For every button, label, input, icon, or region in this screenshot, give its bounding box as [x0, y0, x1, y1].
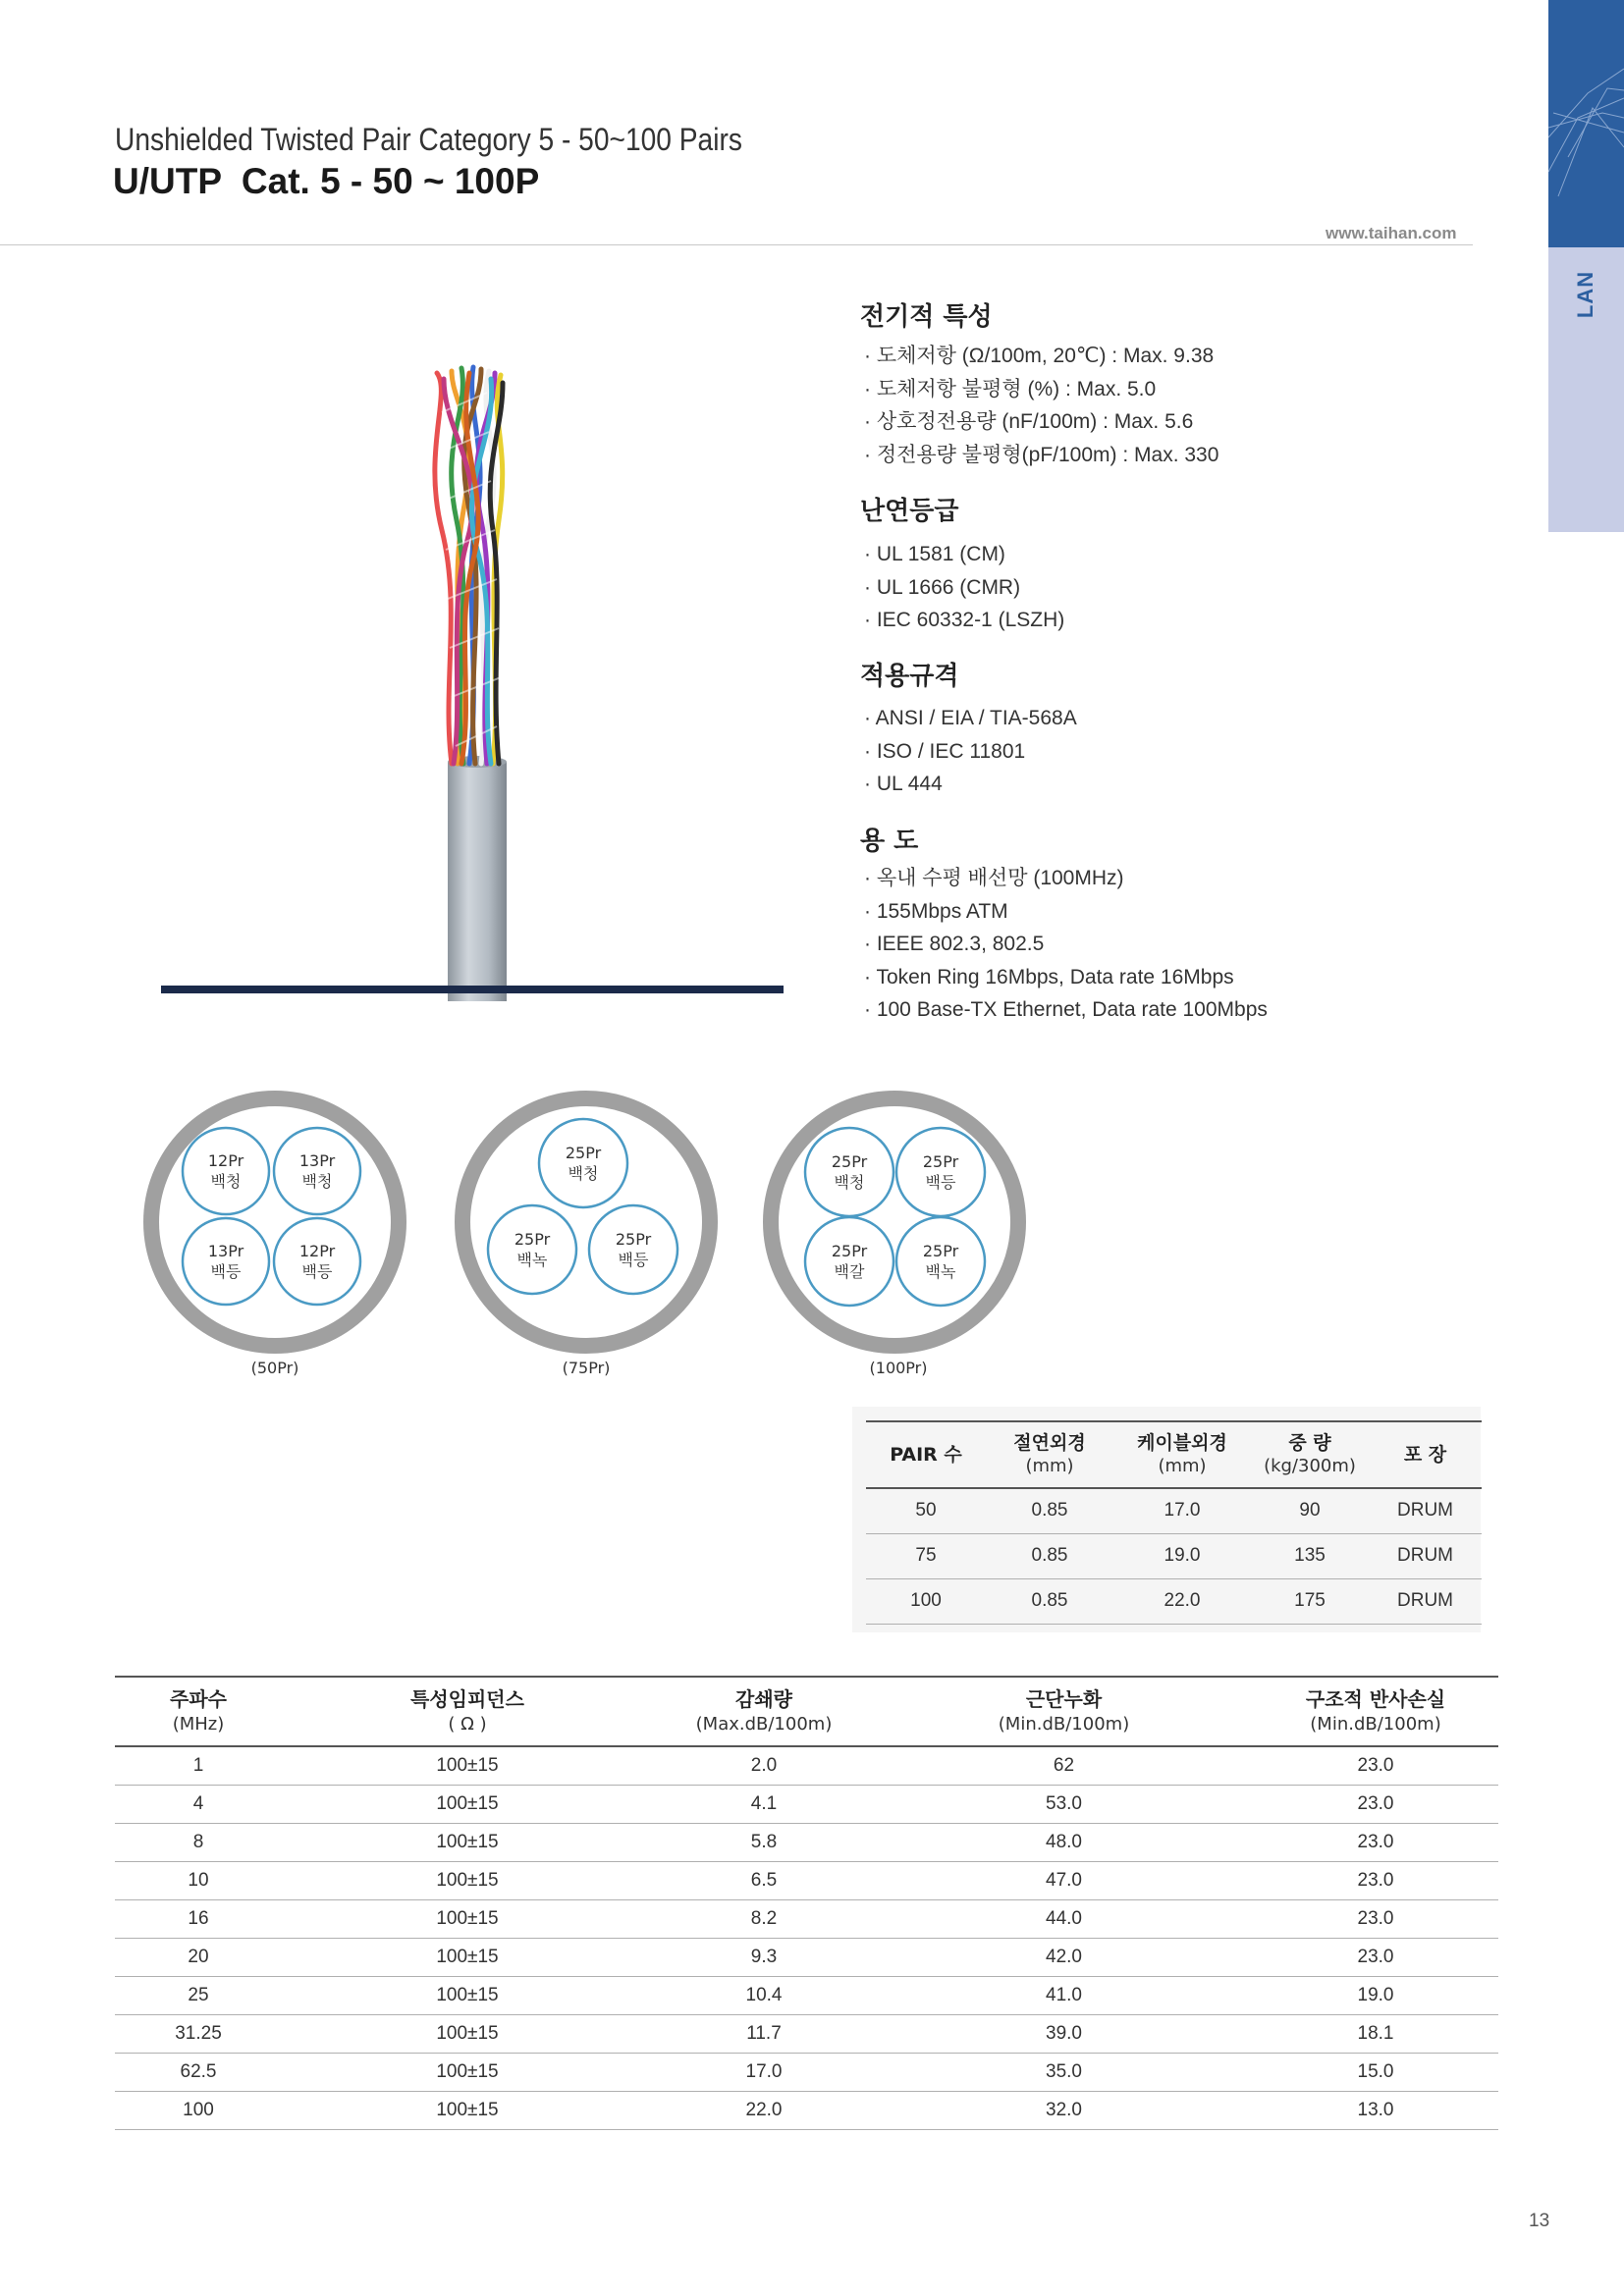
cell: 8	[115, 1823, 282, 1861]
cell: 10	[115, 1861, 282, 1899]
usage-item: · 155Mbps ATM	[864, 899, 1008, 923]
unit-label: 25Pr	[514, 1230, 551, 1249]
jacket-ring	[151, 1098, 399, 1346]
flame-item: · UL 1666 (CMR)	[864, 575, 1021, 599]
standards-item: · UL 444	[864, 773, 943, 795]
table-row	[115, 2053, 1498, 2091]
unit-label: 13Pr	[298, 1151, 336, 1170]
unit-color: 백등	[301, 1262, 333, 1281]
cell: 100±15	[282, 1938, 653, 1976]
cell: 135	[1251, 1533, 1369, 1578]
cell: 44.0	[875, 1899, 1253, 1938]
unit-circle	[183, 1218, 269, 1305]
cell: 100±15	[282, 1899, 653, 1938]
cell: 31.25	[115, 2014, 282, 2053]
table-row	[115, 1785, 1498, 1823]
cell: 90	[1251, 1488, 1369, 1533]
pair-spec-table	[866, 1420, 1482, 1625]
header-cable-od: 케이블외경 (mm)	[1113, 1421, 1251, 1488]
cell: 62.5	[115, 2053, 282, 2091]
table-header-row	[115, 1677, 1498, 1746]
unit-color: 백청	[301, 1172, 333, 1191]
table-row	[115, 2091, 1498, 2129]
unit-circle	[896, 1128, 985, 1216]
cell: 19.0	[1113, 1533, 1251, 1578]
cell: 9.3	[653, 1938, 875, 1976]
side-tab-label: LAN	[1573, 270, 1597, 319]
cell: 23.0	[1253, 1861, 1498, 1899]
unit-circle	[539, 1119, 627, 1207]
cross-section-caption: (50Pr)	[250, 1359, 299, 1377]
unit-circle	[589, 1205, 677, 1294]
unit-label: 25Pr	[922, 1152, 959, 1171]
header-weight: 중 량 (kg/300m)	[1251, 1421, 1369, 1488]
unit-label: 12Pr	[207, 1151, 244, 1170]
usage-item: · 100 Base-TX Ethernet, Data rate 100Mbps	[864, 998, 1268, 1021]
website-link[interactable]: www.taihan.com	[1326, 224, 1457, 242]
cross-section-caption: (100Pr)	[869, 1359, 928, 1377]
unit-label: 25Pr	[831, 1242, 868, 1260]
cell: 0.85	[986, 1578, 1113, 1624]
cable-image-baseline	[161, 986, 784, 993]
cable-illustration	[157, 353, 795, 1001]
cell: 22.0	[1113, 1578, 1251, 1624]
table-row	[866, 1578, 1482, 1624]
side-tab-graphic	[1548, 0, 1624, 247]
product-subtitle: Unshielded Twisted Pair Category 5 - 50~100 Pairs	[115, 122, 742, 157]
unit-label: 25Pr	[922, 1242, 959, 1260]
cell: 4	[115, 1785, 282, 1823]
cell: 100±15	[282, 2091, 653, 2129]
cell: 18.1	[1253, 2014, 1498, 2053]
cell: 16	[115, 1899, 282, 1938]
cell: 75	[866, 1533, 986, 1578]
cell: 0.85	[986, 1533, 1113, 1578]
cell: 23.0	[1253, 1746, 1498, 1785]
header-insulation-od: 절연외경 (mm)	[986, 1421, 1113, 1488]
electrical-item: · 도체저항 (Ω/100m, 20℃) : Max. 9.38	[864, 345, 1215, 367]
flame-item: · IEC 60332-1 (LSZH)	[864, 609, 1065, 631]
cell: 100±15	[282, 1861, 653, 1899]
table-row	[115, 1861, 1498, 1899]
unit-color: 백녹	[516, 1251, 548, 1269]
cross-section-75pr	[454, 1085, 719, 1379]
cell: 100±15	[282, 1976, 653, 2014]
standards-item: · ANSI / EIA / TIA-568A	[864, 707, 1077, 729]
cell: 25	[115, 1976, 282, 2014]
unit-color: 백청	[834, 1173, 865, 1192]
usage-list	[864, 862, 1268, 1027]
table-row	[866, 1533, 1482, 1578]
cell: 32.0	[875, 2091, 1253, 2129]
header-attenuation: 감쇄량 (Max.dB/100m)	[653, 1677, 875, 1746]
cell: 47.0	[875, 1861, 1253, 1899]
unit-circle	[805, 1128, 893, 1216]
cell: 100±15	[282, 1823, 653, 1861]
cell: 175	[1251, 1578, 1369, 1624]
cell: 100±15	[282, 2014, 653, 2053]
network-lines-graphic	[1548, 0, 1624, 247]
cell: 100	[866, 1578, 986, 1624]
header-frequency: 주파수 (MHz)	[115, 1677, 282, 1746]
header-packing: 포 장	[1369, 1421, 1482, 1488]
usage-item: · IEEE 802.3, 802.5	[864, 933, 1045, 955]
unit-label: 13Pr	[207, 1242, 244, 1260]
cell: 17.0	[1113, 1488, 1251, 1533]
cross-section-50pr	[142, 1085, 407, 1379]
table-row	[115, 1976, 1498, 2014]
cell: 48.0	[875, 1823, 1253, 1861]
cell: 1	[115, 1746, 282, 1785]
cell: 5.8	[653, 1823, 875, 1861]
table-row	[115, 1746, 1498, 1785]
unit-circle	[805, 1217, 893, 1306]
unit-circle	[274, 1218, 360, 1305]
cell: DRUM	[1369, 1578, 1482, 1624]
unit-label: 25Pr	[615, 1230, 652, 1249]
table-row	[115, 1938, 1498, 1976]
electrical-heading: 전기적 특성	[860, 302, 993, 332]
electrical-spec-table	[115, 1676, 1498, 2130]
header-return-loss: 구조적 반사손실 (Min.dB/100m)	[1253, 1677, 1498, 1746]
side-tab	[1548, 0, 1624, 532]
cell: 41.0	[875, 1976, 1253, 2014]
header-divider	[0, 244, 1473, 245]
cell: 17.0	[653, 2053, 875, 2091]
electrical-item: · 정전용량 불평형(pF/100m) : Max. 330	[864, 443, 1219, 466]
cell: DRUM	[1369, 1533, 1482, 1578]
usage-heading: 용 도	[860, 827, 919, 856]
page-number: 13	[1529, 2211, 1550, 2231]
header-next: 근단누화 (Min.dB/100m)	[875, 1677, 1253, 1746]
cell: 100±15	[282, 2053, 653, 2091]
standards-item: · ISO / IEC 11801	[864, 739, 1026, 763]
cell: DRUM	[1369, 1488, 1482, 1533]
cell: 0.85	[986, 1488, 1113, 1533]
standards-list	[864, 702, 1077, 801]
unit-color: 백녹	[925, 1262, 956, 1281]
unit-color: 백청	[568, 1164, 599, 1183]
unit-color: 백등	[925, 1173, 956, 1192]
flame-item: · UL 1581 (CM)	[864, 543, 1005, 565]
cell: 62	[875, 1746, 1253, 1785]
unit-circle	[896, 1217, 985, 1306]
flame-list	[864, 538, 1064, 637]
electrical-table-body	[115, 1746, 1498, 2129]
unit-label: 12Pr	[298, 1242, 336, 1260]
cell: 100±15	[282, 1746, 653, 1785]
table-row	[866, 1488, 1482, 1533]
cell: 15.0	[1253, 2053, 1498, 2091]
standards-heading: 적용규격	[860, 662, 959, 691]
unit-color: 백등	[210, 1262, 242, 1281]
unit-color: 백등	[618, 1251, 649, 1269]
cell: 4.1	[653, 1785, 875, 1823]
cable-image	[157, 353, 795, 1001]
table-row	[115, 1823, 1498, 1861]
cell: 50	[866, 1488, 986, 1533]
cross-section-100pr	[762, 1085, 1027, 1379]
cell: 100±15	[282, 1785, 653, 1823]
flame-heading: 난연등급	[860, 497, 959, 526]
cell: 42.0	[875, 1938, 1253, 1976]
jacket-ring	[771, 1098, 1018, 1346]
cell: 11.7	[653, 2014, 875, 2053]
cell: 20	[115, 1938, 282, 1976]
cell: 19.0	[1253, 1976, 1498, 2014]
cell: 6.5	[653, 1861, 875, 1899]
table-row	[115, 2014, 1498, 2053]
cell: 100	[115, 2091, 282, 2129]
cell: 23.0	[1253, 1899, 1498, 1938]
cell: 8.2	[653, 1899, 875, 1938]
table-header-row	[866, 1421, 1482, 1488]
cell: 39.0	[875, 2014, 1253, 2053]
unit-label: 25Pr	[565, 1144, 602, 1162]
cell: 13.0	[1253, 2091, 1498, 2129]
cell: 22.0	[653, 2091, 875, 2129]
cell: 2.0	[653, 1746, 875, 1785]
header-pairs: PAIR 수	[866, 1421, 986, 1488]
electrical-item: · 도체저항 불평형 (%) : Max. 5.0	[864, 377, 1157, 400]
cell: 53.0	[875, 1785, 1253, 1823]
cell: 23.0	[1253, 1785, 1498, 1823]
unit-color: 백청	[210, 1172, 242, 1191]
cross-section-caption: (75Pr)	[562, 1359, 611, 1377]
electrical-list	[864, 340, 1218, 471]
cell: 35.0	[875, 2053, 1253, 2091]
unit-color: 백갈	[834, 1262, 865, 1281]
cell: 23.0	[1253, 1938, 1498, 1976]
header-impedance: 특성임피던스 ( Ω )	[282, 1677, 653, 1746]
unit-circle	[274, 1128, 360, 1214]
table-row	[115, 1899, 1498, 1938]
cell: 23.0	[1253, 1823, 1498, 1861]
usage-item: · Token Ring 16Mbps, Data rate 16Mbps	[864, 965, 1234, 988]
unit-circle	[488, 1205, 576, 1294]
usage-item: · 옥내 수평 배선망 (100MHz)	[864, 867, 1124, 889]
cell: 10.4	[653, 1976, 875, 2014]
electrical-item: · 상호정전용량 (nF/100m) : Max. 5.6	[864, 410, 1194, 433]
unit-circle	[183, 1128, 269, 1214]
unit-label: 25Pr	[831, 1152, 868, 1171]
product-title: U/UTP Cat. 5 - 50 ~ 100P	[113, 161, 540, 201]
